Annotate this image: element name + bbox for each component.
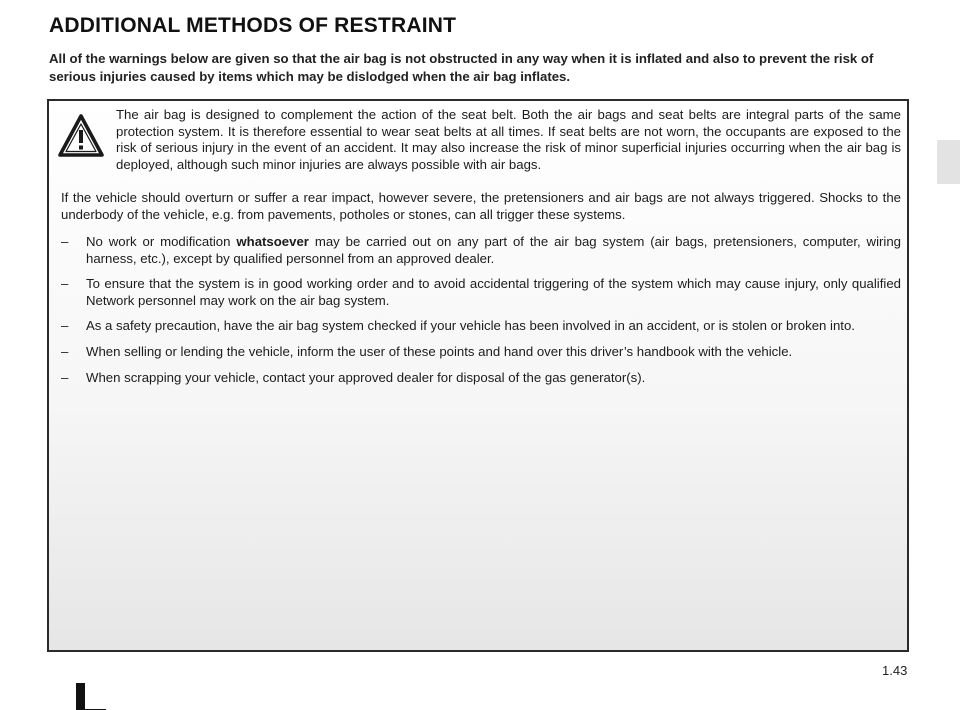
- warning-triangle-icon: [57, 113, 105, 159]
- warning-paragraph-2: If the vehicle should overturn or suffer a rear impact, however severe, the pretensioners and air bags are not always triggered. Shocks to the underbody of the vehicle, e.g. from pavements, potholes or stones, can all trigger these systems.: [61, 190, 901, 222]
- page-title: ADDITIONAL METHODS OF RESTRAINT: [49, 14, 457, 37]
- list-dash: –: [61, 369, 69, 385]
- list-item: [61, 370, 901, 387]
- list-item: [61, 318, 901, 335]
- list-item: [61, 276, 901, 309]
- list-item: [61, 234, 901, 267]
- list-item-text: When scrapping your vehicle, contact your approved dealer for disposal of the gas generator(s).: [86, 369, 646, 385]
- list-item-text: may be carried out on any part of the air bag system (air bags, pretensioners, computer, wiring harness, etc.), except by qualified personnel from an approved dealer.: [86, 234, 901, 266]
- list-item-text: No work or modification: [86, 234, 237, 249]
- list-item-text: To ensure that the system is in good working order and to avoid accidental triggering of the system which may cause injury, only qualified Network personnel may work on the air bag system.: [86, 276, 901, 308]
- list-item: [61, 344, 901, 361]
- corner-mark: [76, 683, 85, 710]
- list-item-text: When selling or lending the vehicle, inform the user of these points and hand over this driver’s handbook with the vehicle.: [86, 343, 793, 359]
- list-item-text: As a safety precaution, have the air bag system checked if your vehicle has been involved in an accident, or is stolen or broken into.: [86, 318, 855, 334]
- intro-paragraph: All of the warnings below are given so that the air bag is not obstructed in any way when it is inflated and also to prevent the risk of serious injuries caused by items which may be dislodged when the air bag inflates.: [49, 51, 874, 84]
- list-dash: –: [61, 318, 69, 334]
- warning-list: [61, 234, 901, 395]
- warning-paragraph-1: The air bag is designed to complement the action of the seat belt. Both the air bags and seat belts are integral parts of the same protection system. It is therefore essential to wear seat belts at all times. If seat belts are not worn, the occupants are exposed to the risk of serious injury in the event of an accident. It may also increase the risk of minor superficial injuries occurring when the air bag is deployed, although such minor injuries are always possible with air bags.: [116, 107, 901, 172]
- list-dash: –: [61, 276, 69, 292]
- list-dash: –: [61, 343, 69, 359]
- page-number: 1.43: [882, 663, 908, 678]
- list-dash: –: [61, 234, 69, 249]
- list-item-emphasis: whatsoever: [236, 234, 309, 249]
- section-side-tab: [937, 140, 960, 184]
- warning-box: [47, 99, 909, 652]
